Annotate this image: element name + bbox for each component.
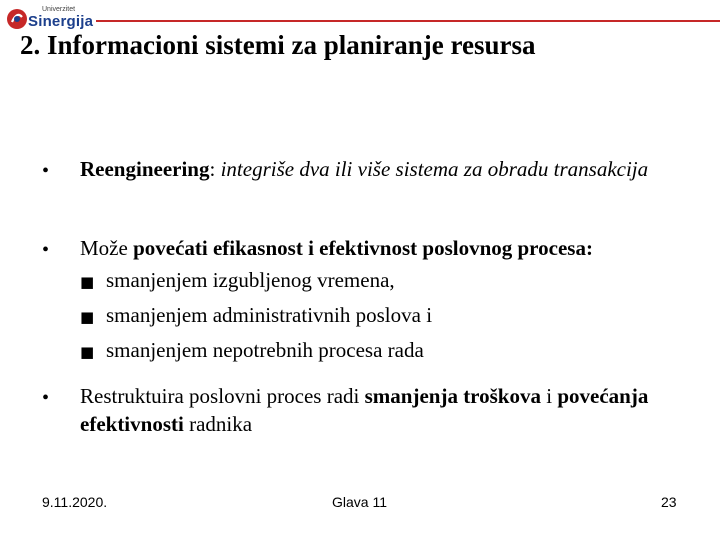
bullet-2-text xyxy=(80,234,716,262)
bullet-3-bold-1: smanjenja troškova xyxy=(364,384,541,408)
bullet-1-colon: : xyxy=(209,157,221,181)
logo-name: Sinergija xyxy=(28,13,94,30)
bullet-2-plain: Može xyxy=(80,236,134,260)
footer-chapter: Glava 11 xyxy=(332,494,387,510)
bullet-1-term: Reengineering xyxy=(80,157,210,181)
bullet-dot-icon: • xyxy=(42,387,50,409)
bullet-dot-icon: • xyxy=(42,160,50,182)
header-divider xyxy=(96,20,720,22)
footer-date: 9.11.2020. xyxy=(42,494,108,510)
bullet-3-text xyxy=(80,382,716,438)
bullet-dot-icon: • xyxy=(42,239,50,261)
bullet-1-text xyxy=(80,155,716,183)
sub-item-1 xyxy=(80,266,395,296)
logo-subtitle: Univerzitet xyxy=(42,6,76,13)
sub-item-1-text: smanjenjem izgubljenog vremena, xyxy=(106,268,395,292)
slide-title: 2. Informacioni sistemi za planiranje resursa xyxy=(20,30,536,60)
square-bullet-icon: ■ xyxy=(80,308,95,326)
sub-item-2 xyxy=(80,301,432,331)
bullet-3-plain-2: i xyxy=(540,384,558,408)
footer-page-number: 23 xyxy=(661,494,677,510)
sub-item-3-text: smanjenjem nepotrebnih procesa rada xyxy=(106,338,424,362)
bullet-3-plain-3: radnika xyxy=(183,412,253,436)
bullet-3-plain-1: Restruktuira poslovni proces radi xyxy=(80,384,365,408)
sub-item-3 xyxy=(80,336,424,366)
square-bullet-icon: ■ xyxy=(80,273,95,291)
bullet-2-emphasis: povećati efikasnost i efektivnost poslovnog procesa: xyxy=(133,236,593,260)
sinergija-logo-icon xyxy=(6,8,28,30)
sub-item-2-text: smanjenjem administrativnih poslova i xyxy=(106,303,433,327)
bullet-3-bold-2: povećanja efektivnosti xyxy=(80,384,649,436)
bullet-1-definition: integriše dva ili više sistema za obradu transakcija xyxy=(220,157,649,181)
square-bullet-icon: ■ xyxy=(80,343,95,361)
